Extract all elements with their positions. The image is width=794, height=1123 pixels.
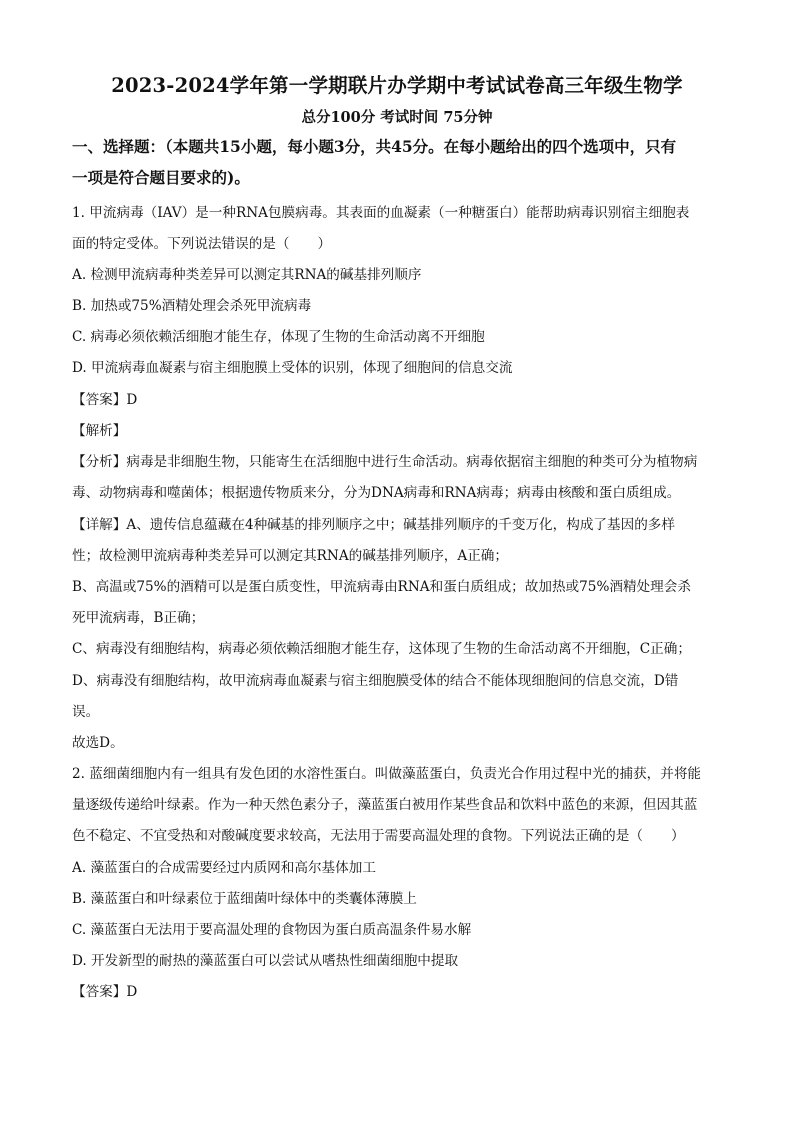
q1-option-a: A. 检测甲流病毒种类差异可以测定其RNA的碱基排列顺序: [72, 267, 422, 283]
q1-detail-line-3: B、高温或75%的酒精可以是蛋白质变性，甲流病毒由RNA和蛋白质组成；故加热或75%酒精处理会杀: [72, 579, 691, 595]
q1-option-d: D. 甲流病毒血凝素与宿主细胞膜上受体的识别，体现了细胞间的信息交流: [72, 360, 513, 376]
q2-option-d: D. 开发新型的耐热的藻蓝蛋白可以尝试从嗜热性细菌细胞中提取: [72, 953, 459, 969]
answer-tag: 【答案】: [72, 392, 127, 408]
q2-answer: [72, 982, 722, 1002]
answer-tag: 【答案】: [72, 984, 127, 1000]
q1-detail-line-7: 误。: [72, 704, 100, 720]
exam-title: 2023-2024学年第一学期联片办学期中考试试卷高三年级生物学: [111, 74, 683, 97]
q1-option-c: C. 病毒必须依赖活细胞才能生存，体现了生物的生命活动离不开细胞: [72, 329, 485, 345]
section-heading-line-2: 一项是符合题目要求的)。: [72, 168, 250, 187]
q1-detail-line-5: C、病毒没有细胞结构，病毒必须依赖活细胞才能生存，这体现了生物的生命活动离不开细胞，C正确；: [72, 641, 691, 657]
q2-stem-line-3: 色不稳定、不宜受热和对酸碱度要求较高，无法用于需要高温处理的食物。下列说法正确的是（ ）: [72, 828, 685, 844]
q2-option-a: A. 藻蓝蛋白的合成需要经过内质网和高尔基体加工: [72, 860, 376, 876]
q1-detail-line-1: 【详解】A、遗传信息蕴藏在4种碱基的排列顺序之中；碱基排列顺序的千变万化，构成了基因的多样: [72, 517, 675, 533]
q1-conclusion: 故选D。: [72, 735, 124, 751]
q1-detail-line-4: 死甲流病毒，B正确；: [72, 610, 205, 626]
exam-subtitle: 总分100分 考试时间 75分钟: [301, 109, 493, 126]
q2-option-b: B. 藻蓝蛋白和叶绿素位于蓝细菌叶绿体中的类囊体薄膜上: [72, 891, 417, 907]
q1-detail-line-2: 性；故检测甲流病毒种类差异可以测定其RNA的碱基排列顺序，A正确；: [72, 548, 508, 564]
q2-stem-line-1: 2. 蓝细菌细胞内有一组具有发色团的水溶性蛋白。叫做藻蓝蛋白，负责光合作用过程中光的捕获，并将能: [72, 766, 702, 782]
answer-value: D: [126, 984, 138, 1000]
q1-answer: [72, 390, 722, 410]
q1-fenxi-line-1: 【分析】病毒是非细胞生物，只能寄生在活细胞中进行生命活动。病毒依据宿主细胞的种类可分为植物病: [72, 454, 698, 470]
q2-stem-line-2: 量逐级传递给叶绿素。作为一种天然色素分子，藻蓝蛋白被用作某些食品和饮料中蓝色的来源，但因其蓝: [72, 797, 698, 813]
q2-option-c: C. 藻蓝蛋白无法用于要高温处理的食物因为蛋白质高温条件易水解: [72, 922, 472, 938]
q1-stem-line-1: 1. 甲流病毒（IAV）是一种RNA包膜病毒。其表面的血凝素（一种糖蛋白）能帮助病毒识别宿主细胞表: [72, 205, 690, 221]
q1-detail-line-6: D、病毒没有细胞结构，故甲流病毒血凝素与宿主细胞膜受体的结合不能体现细胞间的信息交流，D错: [72, 673, 679, 689]
q1-fenxi-line-2: 毒、动物病毒和噬菌体；根据遗传物质来分，分为DNA病毒和RNA病毒；病毒由核酸和蛋白质组成。: [72, 485, 681, 501]
q1-option-b: B. 加热或75%酒精处理会杀死甲流病毒: [72, 298, 312, 314]
section-heading-line-1: 一、选择题：（本题共15小题，每小题3分，共45分。在每小题给出的四个选项中，只有: [72, 137, 677, 156]
q1-stem-line-2: 面的特定受体。下列说法错误的是（ ）: [72, 236, 332, 252]
q1-analysis-tag: 【解析】: [72, 423, 127, 439]
answer-value: D: [126, 392, 138, 408]
fenxi-tag: 【分析】: [72, 454, 127, 470]
detail-tag: 【详解】: [72, 517, 127, 533]
